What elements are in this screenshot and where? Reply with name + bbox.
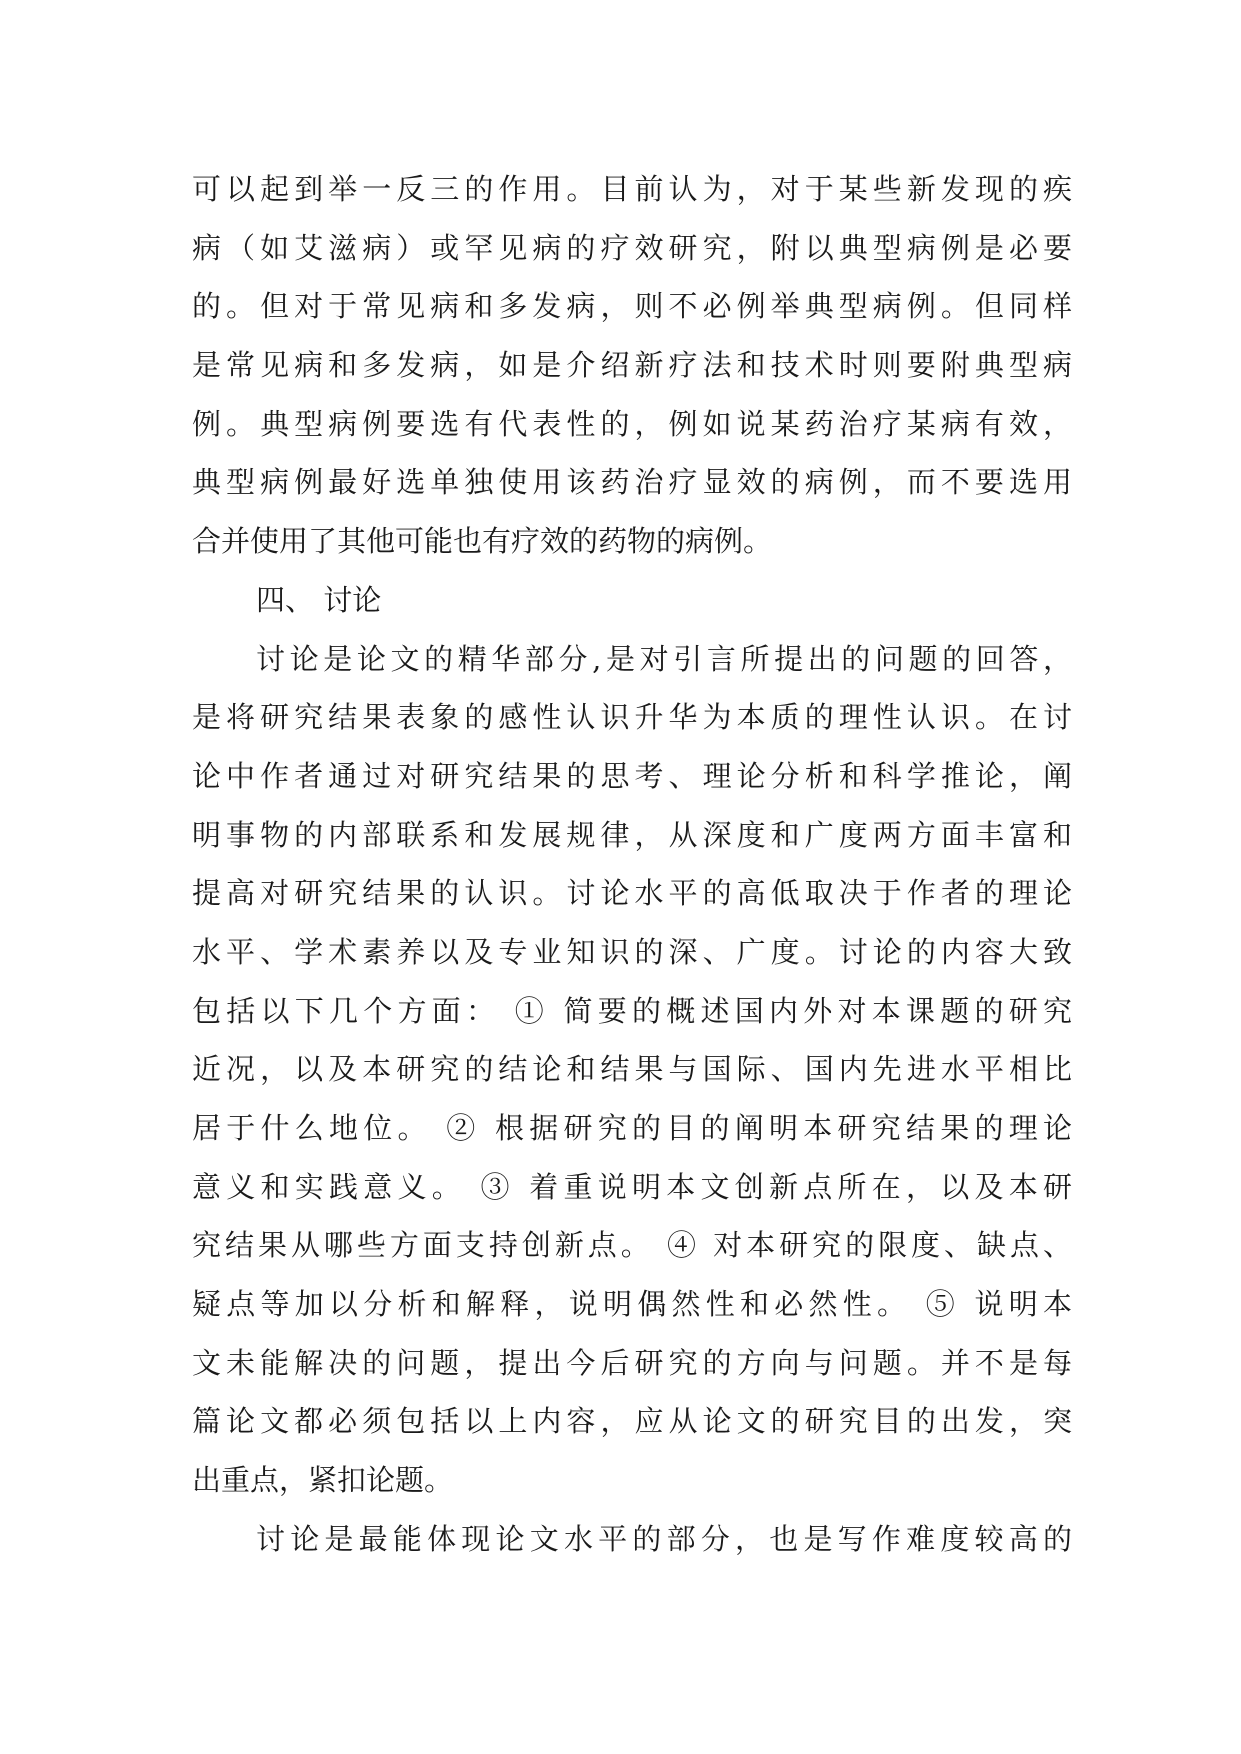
text-line: 疑点等加以分析和解释，说明偶然性和必然性。 ⑤ 说明本 [192,1287,1072,1322]
text-line: 篇论文都必须包括以上内容，应从论文的研究目的出发，突 [192,1404,1072,1439]
text-line: 是将研究结果表象的感性认识升华为本质的理性认识。在讨 [192,700,1072,735]
section-heading: 四、 讨论 [256,582,382,617]
text-line: 病（如艾滋病）或罕见病的疗效研究，附以典型病例是必要 [192,230,1072,265]
text-line: 出重点，紧扣论题。 [192,1463,454,1498]
text-line: 水平、学术素养以及专业知识的深、广度。讨论的内容大致 [192,934,1072,969]
text-line: 的。但对于常见病和多发病，则不必例举典型病例。但同样 [192,289,1072,324]
text-line: 文未能解决的问题，提出今后研究的方向与问题。并不是每 [192,1345,1072,1380]
text-line: 居于什么地位。 ② 根据研究的目的阐明本研究结果的理论 [192,1111,1072,1145]
text-line: 是常见病和多发病，如是介绍新疗法和技术时则要附典型病 [192,348,1072,383]
text-line: 论中作者通过对研究结果的思考、理论分析和科学推论，阐 [192,758,1072,793]
text-line: 可以起到举一反三的作用。目前认为，对于某些新发现的疾 [192,172,1072,206]
text-line: 典型病例最好选单独使用该药治疗显效的病例，而不要选用 [192,465,1072,500]
paragraph-first-line: 讨论是最能体现论文水平的部分，也是写作难度较高的 [256,1521,1072,1556]
text-line: 合并使用了其他可能也有疗效的药物的病例。 [192,524,773,559]
text-line: 究结果从哪些方面支持创新点。 ④ 对本研究的限度、缺点、 [192,1228,1072,1263]
body-text [192,160,1072,1569]
text-line: 意义和实践意义。 ③ 着重说明本文创新点所在，以及本研 [192,1169,1072,1204]
text-line: 明事物的内部联系和发展规律，从深度和广度两方面丰富和 [192,817,1072,852]
paragraph-first-line: 讨论是论文的精华部分,是对引言所提出的问题的回答， [256,641,1072,676]
text-line: 近况，以及本研究的结论和结果与国际、国内先进水平相比 [192,1052,1072,1087]
text-line: 提高对研究结果的认识。讨论水平的高低取决于作者的理论 [192,876,1072,911]
text-line: 例。典型病例要选有代表性的，例如说某药治疗某病有效， [192,406,1072,441]
text-line: 包括以下几个方面： ① 简要的概述国内外对本课题的研究 [192,993,1072,1028]
